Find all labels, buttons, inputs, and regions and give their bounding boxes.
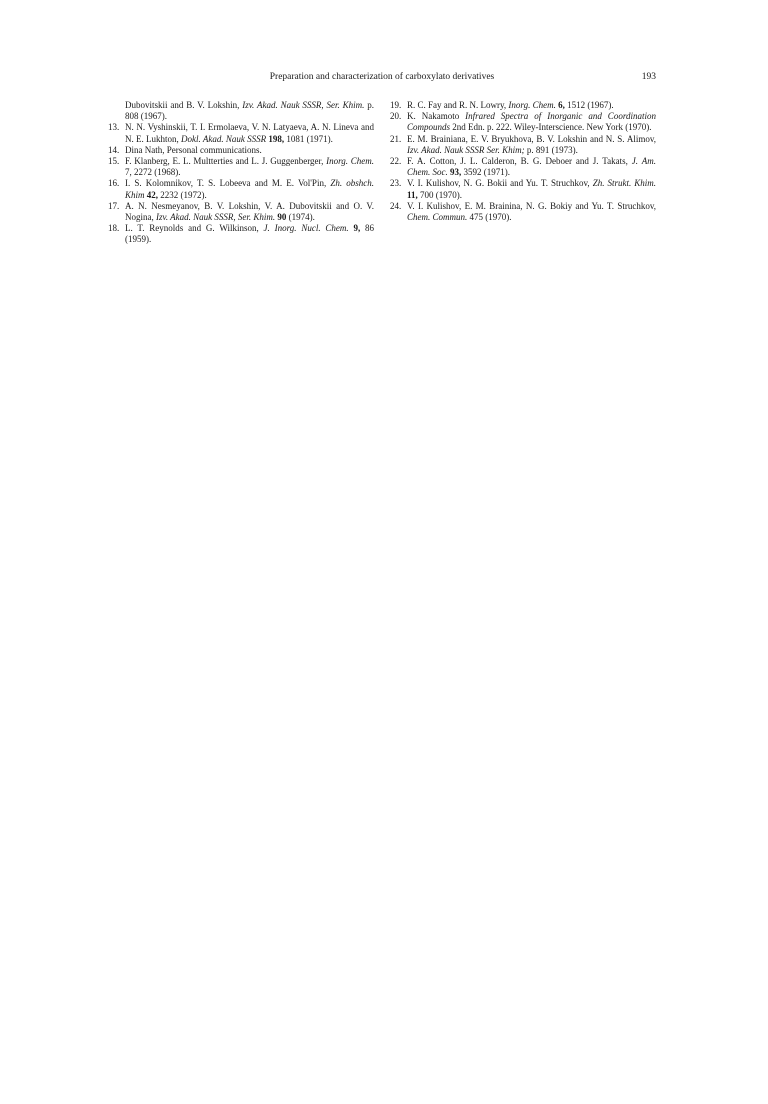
reference-entry <box>390 178 656 200</box>
references-right-column <box>390 100 656 246</box>
reference-number: 20. <box>390 111 402 122</box>
reference-number: 22. <box>390 156 402 167</box>
reference-entry <box>108 178 374 200</box>
reference-entry <box>108 122 374 144</box>
reference-segment: V. I. Kulishov, N. G. Bokii and Yu. T. Struchkov, <box>407 178 593 189</box>
reference-journal: J. Inorg. Nucl. Chem. <box>263 223 349 234</box>
reference-entry <box>108 145 374 156</box>
reference-entry <box>108 201 374 223</box>
reference-segment: 475 (1970). <box>467 212 512 223</box>
reference-text <box>125 223 374 245</box>
reference-segment: p. 891 (1973). <box>524 144 578 155</box>
reference-journal: Inorg. Chem. <box>326 156 374 167</box>
reference-volume: 11, <box>407 189 418 200</box>
reference-segment: F. A. Cotton, J. L. Calderon, B. G. Deboer and J. Takats, <box>407 156 632 167</box>
reference-text <box>125 156 374 178</box>
reference-text <box>125 201 374 223</box>
reference-segment: A. N. Nesmeyanov, B. V. Lokshin, V. A. Dubovitskii and O. V. Nogina, <box>125 200 374 223</box>
reference-segment: E. M. Brainiana, E. V. Bryukhova, B. V. Lokshin and N. S. Alimov, <box>407 133 656 144</box>
reference-volume: 90 <box>277 212 287 223</box>
reference-number: 17. <box>108 200 120 211</box>
reference-entry <box>390 111 656 133</box>
reference-volume: 42, <box>146 189 159 200</box>
reference-text <box>407 178 656 200</box>
reference-journal: Izv. Akad. Nauk SSSR, Ser. Khim. <box>242 100 365 110</box>
reference-journal: Izv. Akad. Nauk SSSR Ser. Khim; <box>407 144 525 155</box>
reference-segment: 1512 (1967). <box>564 100 614 110</box>
reference-number: 18. <box>108 223 120 234</box>
reference-journal: J. Am. Chem. Soc. <box>407 156 656 178</box>
reference-journal: Chem. Commun. <box>407 212 468 223</box>
reference-entry <box>390 201 656 223</box>
reference-segment: 700 (1970). <box>417 189 463 200</box>
reference-volume: 198, <box>268 133 285 144</box>
reference-number: 19. <box>390 100 402 110</box>
reference-journal: Zh. Strukt. Khim. <box>592 178 656 189</box>
reference-number: 13. <box>108 122 120 133</box>
reference-text <box>407 134 656 156</box>
reference-entry <box>390 134 656 156</box>
reference-segment: K. Nakamoto <box>407 111 466 122</box>
reference-number: 23. <box>390 178 402 189</box>
reference-entry <box>108 100 374 122</box>
reference-journal: Dokl. Akad. Nauk SSSR <box>181 133 267 144</box>
reference-segment: Dina Nath, Personal communications. <box>125 144 262 155</box>
reference-text <box>407 100 656 111</box>
reference-number: 15. <box>108 156 120 167</box>
reference-segment: p. 808 (1967). <box>125 100 375 122</box>
reference-number: 16. <box>108 178 120 189</box>
reference-segment: 2nd Edn. p. 222. Wiley-Interscience. New York (1970). <box>450 122 652 133</box>
references-left-column <box>108 100 374 246</box>
reference-number: 21. <box>390 133 402 144</box>
reference-entry <box>390 100 656 111</box>
reference-volume: 9, <box>353 223 361 234</box>
reference-segment: 86 (1959). <box>125 223 375 245</box>
running-title: Preparation and characterization of carboxylato derivatives <box>269 72 495 82</box>
reference-segment: 2232 (1972). <box>158 189 207 200</box>
reference-entry <box>390 156 656 178</box>
running-header <box>108 70 656 84</box>
reference-journal: Infrared Spectra of Inorganic and Coordination Compounds <box>407 111 656 133</box>
reference-segment: F. Klanberg, E. L. Multterties and L. J. Guggenberger, <box>125 156 327 167</box>
references-section <box>108 100 656 246</box>
reference-segment: N. N. Vyshinskii, T. I. Ermolaeva, V. N. Latyaeva, A. N. Lineva and N. E. Lukhton, <box>125 122 374 144</box>
reference-text <box>125 145 374 156</box>
reference-entry <box>108 223 374 245</box>
reference-journal: Zh. obshch. Khim <box>125 178 374 200</box>
reference-journal: Izv. Akad. Nauk SSSR, Ser. Khim. <box>156 212 276 223</box>
reference-segment: L. T. Reynolds and G. Wilkinson, <box>125 223 264 234</box>
reference-segment: R. C. Fay and R. N. Lowry, <box>407 100 509 110</box>
reference-journal: Inorg. Chem. <box>508 100 556 110</box>
reference-volume: 93, <box>450 167 462 178</box>
reference-number: 14. <box>108 144 120 155</box>
reference-text <box>407 111 656 133</box>
reference-text <box>125 178 374 200</box>
reference-segment: (1974). <box>286 212 315 223</box>
reference-text <box>125 122 374 144</box>
reference-text <box>407 201 656 223</box>
reference-segment: 1081 (1971). <box>284 133 333 144</box>
page-number: 193 <box>641 72 656 82</box>
reference-number: 24. <box>390 200 402 211</box>
reference-segment: V. I. Kulishov, E. M. Brainina, N. G. Bokiy and Yu. T. Struchkov, <box>407 200 656 211</box>
reference-entry <box>108 156 374 178</box>
reference-text <box>125 100 374 122</box>
reference-segment: I. S. Kolomnikov, T. S. Lobeeva and M. E. Vol'Pin, <box>125 178 331 189</box>
reference-segment: Dubovitskii and B. V. Lokshin, <box>125 100 243 110</box>
reference-volume: 6, <box>558 100 565 110</box>
reference-text <box>407 156 656 178</box>
reference-segment: 7, 2272 (1968). <box>125 167 181 178</box>
reference-segment: 3592 (1971). <box>461 167 510 178</box>
